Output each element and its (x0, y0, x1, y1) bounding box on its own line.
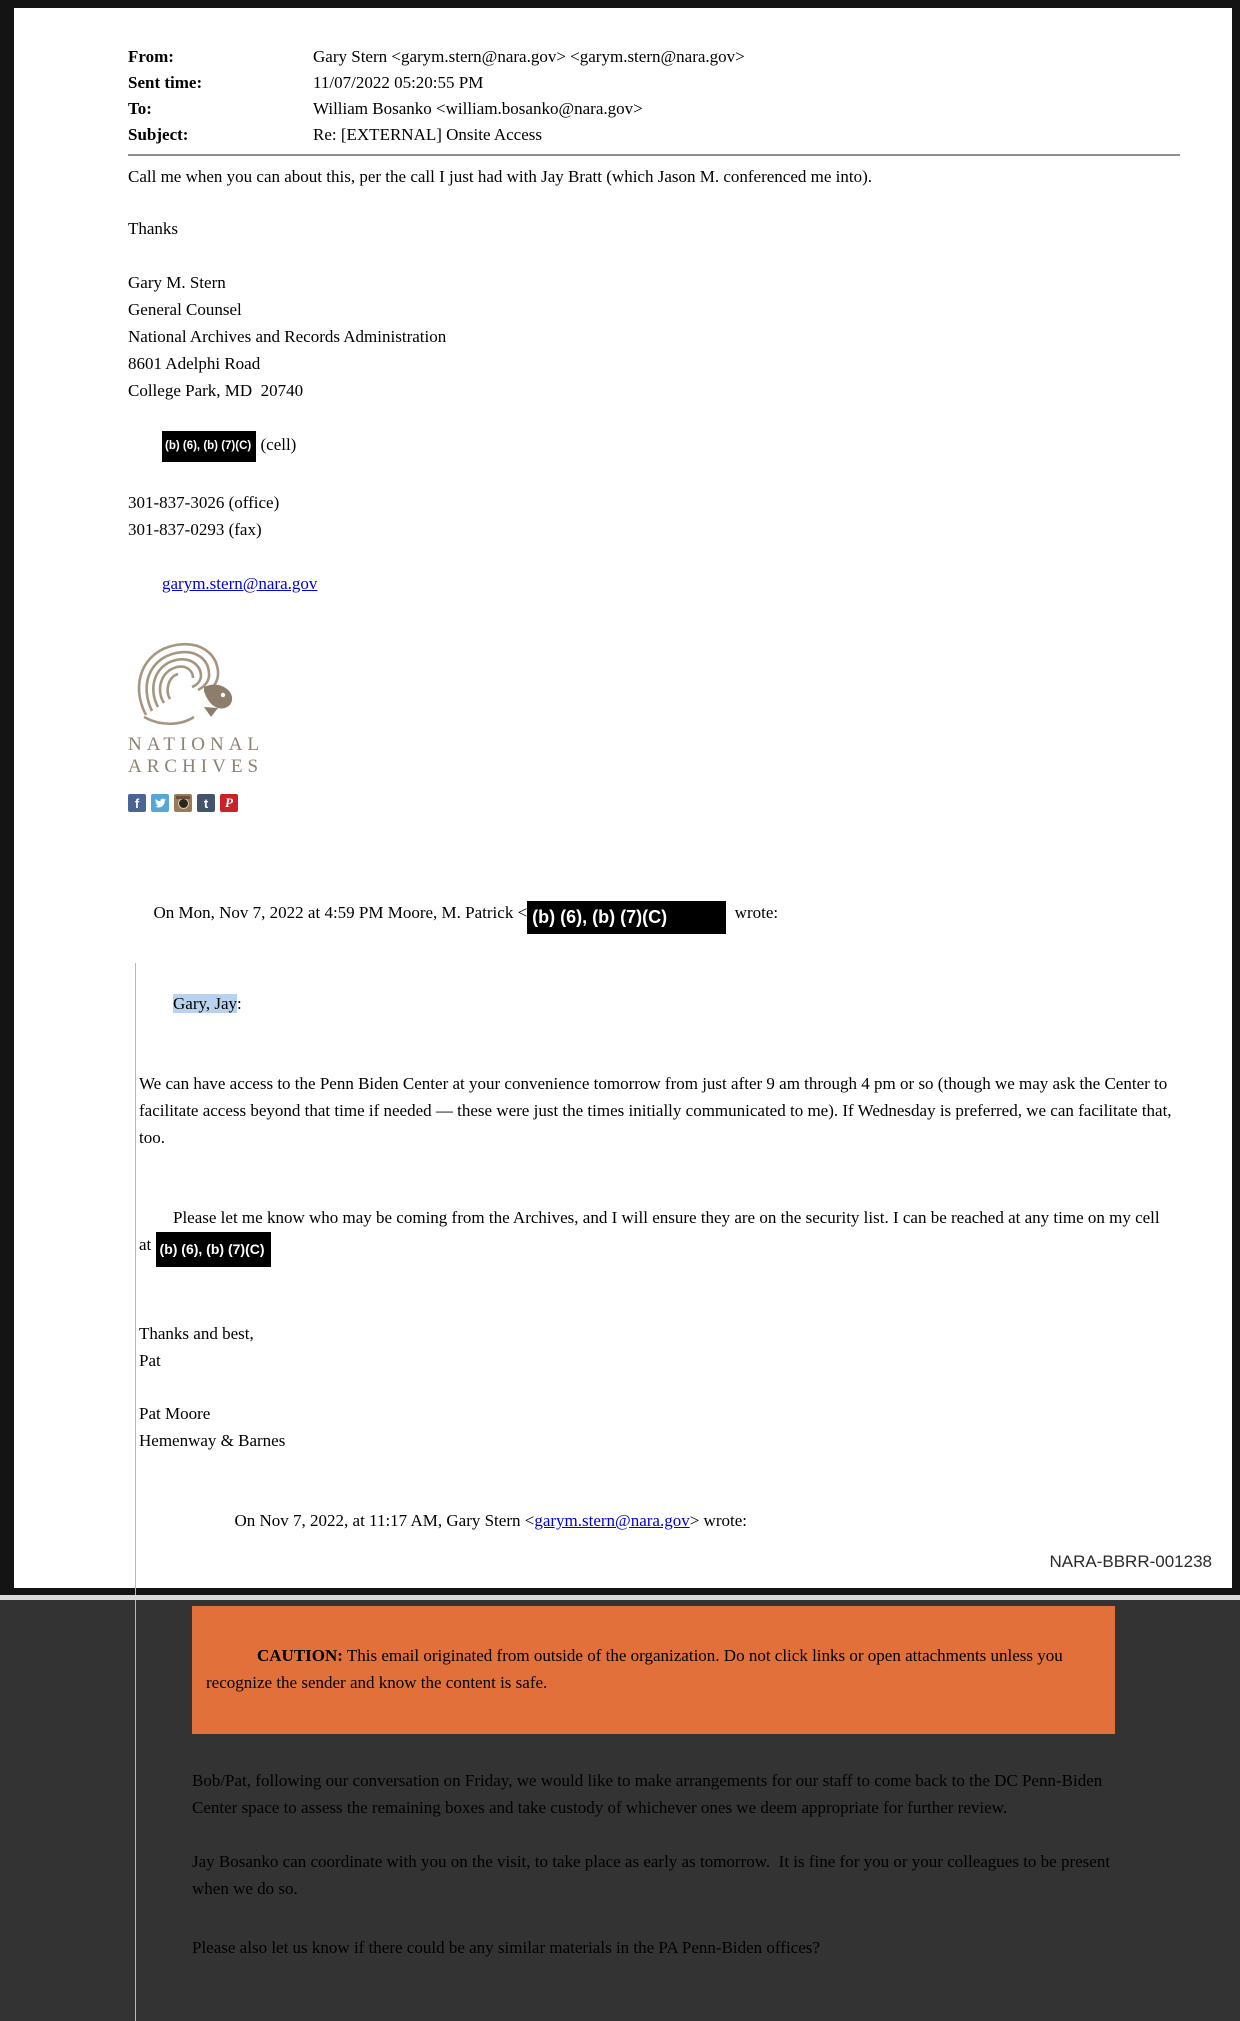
social-icons-row (128, 794, 1178, 812)
quote1-closing1: Thanks and best, (139, 1324, 254, 1343)
quote1-greeting (139, 963, 1174, 1044)
header-row-sent-time (128, 70, 1178, 96)
from-value: Gary Stern <garym.stern@nara.gov> <garym.stern@nara.gov> (313, 47, 745, 66)
sent-time-label: Sent time: (128, 73, 203, 92)
signature-address2: College Park, MD 20740 (128, 381, 304, 400)
thanks-line: Thanks (128, 219, 179, 238)
header-separator (128, 154, 1180, 156)
quote1-block (135, 963, 1178, 2021)
signature-block (128, 269, 1178, 624)
quote1-paragraph2-text: Please let me know who may be coming from the Archives, and I will ensure they are on the security list. I can be reached at any time on my cell at (139, 1208, 1164, 1254)
opening-paragraph: Call me when you can about this, per the call I just had with Jay Bratt (which Jason M. conferenced me into). (128, 167, 873, 186)
tumblr-icon[interactable]: t (197, 794, 215, 812)
quote1-attribution (128, 872, 1178, 961)
logo-text-line2: ARCHIVES (128, 756, 264, 777)
quote2-attribution (192, 1480, 1112, 1561)
email-header (128, 44, 1178, 148)
instagram-lens (178, 798, 189, 809)
selection-highlight: Gary, Jay (173, 994, 238, 1013)
bates-number: NARA-BBRR-001238 (1049, 1552, 1212, 1571)
redaction-box-phone: (b) (6), (b) (7)(C) (156, 1232, 271, 1267)
subject-label: Subject: (128, 125, 189, 144)
greeting-suffix: : (237, 994, 242, 1013)
signature-email-link[interactable]: garym.stern@nara.gov (162, 574, 318, 593)
to-value: William Bosanko <william.bosanko@nara.gov> (313, 99, 643, 118)
sent-time-value: 11/07/2022 05:20:55 PM (313, 73, 484, 92)
quote2-attribution-suffix: > wrote: (689, 1511, 747, 1530)
signature-title: General Counsel (128, 300, 242, 319)
quote2-paragraph2: Jay Bosanko can coordinate with you on the visit, to take place as early as tomorrow. It is fine for you or your colleagues to be present when we do so. (192, 1852, 1115, 1898)
national-archives-logo (128, 637, 1178, 778)
quote1-signature-name: Pat Moore (139, 1404, 211, 1423)
caution-text (206, 1615, 1101, 1723)
eagle-logo-icon (128, 637, 248, 729)
twitter-icon[interactable] (151, 794, 169, 812)
quote1-signature-firm: Hemenway & Barnes (139, 1431, 286, 1450)
cell-suffix: (cell) (256, 435, 297, 454)
header-row-from (128, 44, 1178, 70)
subject-value: Re: [EXTERNAL] Onsite Access (313, 125, 542, 144)
email-page (14, 8, 1232, 1957)
instagram-icon[interactable] (174, 794, 192, 812)
signature-office: 301-837-3026 (office) (128, 493, 280, 512)
facebook-icon[interactable]: f (128, 794, 146, 812)
signature-address1: 8601 Adelphi Road (128, 354, 261, 373)
quote2-attribution-prefix: On Nov 7, 2022, at 11:17 AM, Gary Stern < (234, 1511, 535, 1530)
signature-name: Gary M. Stern (128, 273, 226, 292)
header-row-subject (128, 122, 1178, 148)
quote2-paragraph1: Bob/Pat, following our conversation on Friday, we would like to make arrangements for our staff to come back to the DC Penn-Biden Center space to assess the remaining boxes and take custody of whichever ones we deem appropriate for further review. (192, 1771, 1107, 1817)
instagram-band (176, 796, 190, 799)
redaction-box-cell: (b) (6), (b) (7)(C) (162, 431, 256, 462)
caution-label: CAUTION: (257, 1646, 343, 1665)
redaction-box-email: (b) (6), (b) (7)(C) (527, 901, 726, 934)
quote1-closing2: Pat (139, 1351, 161, 1370)
logo-text-line1: NATIONAL (128, 734, 265, 755)
viewport-bottom-strip (0, 1595, 1240, 1600)
to-label: To: (128, 99, 152, 118)
signature-cell-line (128, 404, 1178, 489)
signature-org: National Archives and Records Administration (128, 327, 447, 346)
quote2-paragraph3: Please also let us know if there could be any similar materials in the PA Penn-Biden offices? (192, 1938, 820, 1957)
quote1-paragraph2 (139, 1177, 1174, 1294)
header-row-to (128, 96, 1178, 122)
from-label: From: (128, 47, 174, 66)
quote2-block (192, 1480, 1178, 1961)
signature-fax: 301-837-0293 (fax) (128, 520, 262, 539)
caution-banner (192, 1606, 1115, 1734)
quote1-attribution-suffix: wrote: (726, 903, 779, 922)
quote2-email-link[interactable]: garym.stern@nara.gov (534, 1511, 690, 1530)
signature-email-line (128, 543, 1178, 624)
caution-body: This email originated from outside of the organization. Do not click links or open attachments unless you recognize the sender and know the content is safe. (206, 1646, 1068, 1692)
quote1-paragraph1: We can have access to the Penn Biden Center at your convenience tomorrow from just after 9 am through 4 pm or so (though we may ask the Center to facilitate access beyond that time if needed — these were just the times initially communicated to me). If Wednesday is preferred, we can facilitate that, too. (139, 1074, 1176, 1147)
pinterest-icon[interactable]: P (220, 794, 238, 812)
quote1-attribution-prefix: On Mon, Nov 7, 2022 at 4:59 PM Moore, M. Patrick < (153, 903, 528, 922)
